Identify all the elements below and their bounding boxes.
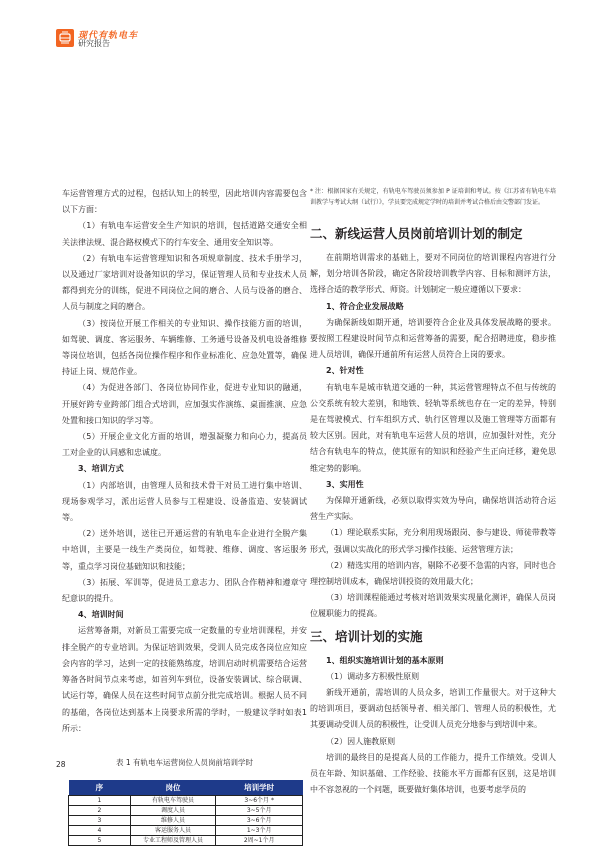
table-header-row	[69, 780, 303, 796]
table-cell: 客运服务人员	[130, 826, 216, 836]
table-cell: 有轨电车驾驶员	[130, 796, 216, 806]
table-cell: 5	[69, 836, 131, 846]
table-cell: 3~5个月	[216, 806, 303, 816]
paragraph: （1）理论联系实际，充分利用现场跟岗、参与建设、师徒带教等形式，强调以实战化的形式学习操作技能、运营管理方法；	[310, 528, 556, 554]
table-cell: 4	[69, 826, 131, 836]
paragraph: （1）内部培训，由管理人员和技术骨干对员工进行集中培训、现场参观学习，派出运营人员参与工程建设、设备监造、安装调试等。	[62, 480, 307, 523]
paragraph: 新线开通前，需培训的人员众多，培训工作量很大。对于这种大的培训项目，要调动包括领导者、相关部门、管理人员的积极性，尤其要调动受训人员的积极性，让受训人员充分地参与到培训中来。	[310, 688, 556, 730]
paragraph: （4）为促进各部门、各岗位协同作业，促进专业知识的融通，开展好跨专业跨部门组合式培训，应加强实作演练、桌面推演、应急处置和接口知识的学习等。	[62, 383, 307, 425]
page-number: 28	[56, 760, 66, 769]
tram-logo-icon	[56, 29, 74, 47]
section-name: 研究报告	[78, 39, 110, 48]
table-row	[69, 836, 303, 846]
right-column	[310, 186, 556, 799]
paragraph: （2）有轨电车运营管理知识和各项规章制度、技术手册学习，以及通过厂家培训对设备知识的学习，保证管理人员和专业技术人员都得到充分的训练，促进不同岗位之间的磨合、人员与设备的磨合、人员与制度之间的磨合。	[62, 253, 307, 312]
table-cell: 1~3个月	[216, 826, 303, 836]
paragraph: 运营筹备期，对新员工需要完成一定数量的专业培训课程，并安排全脱产的专业培训。为保证培训效果，受训人员完成各岗位应知应会内容的学习，达到一定的技能熟练度，培训启动时机需要结合运营筹备各时间节点来考虑，如首列车到位，设备安装调试、综合联调、试运行等，确保人员在这些时间节点前分批完成培训。根据人员不同的基础，各岗位达到基本上岗要求所需的学时，一般建议学时如表1所示：	[62, 626, 307, 733]
left-column	[62, 186, 307, 846]
column-header: 序	[69, 780, 131, 796]
subheading: 4、培训时间	[78, 610, 124, 620]
paragraph: （2）因人施教原则	[326, 736, 396, 746]
paragraph: （3）拓展、军训等，促进员工意志力、团队合作精神和遵章守纪意识的提升。	[62, 577, 307, 604]
subheading: 3、培训方式	[78, 464, 124, 474]
paragraph: （3）培训课程能通过考核对培训效果实现量化测评，确保人员岗位履职能力的提高。	[310, 593, 556, 619]
paragraph: 有轨电车是城市轨道交通的一种，其运营管理特点不但与传统的公交系统有较大差别，和地铁、轻轨等系统也存在一定的差异，特别是在驾驶模式、行车组织方式、轨行区管理以及施工管理等方面都有较大区别。因此，对有轨电车运营人员的培训，应加强针对性，充分结合有轨电车的特点，使其原有的知识和经验产生正向迁移，避免思维定势的影响。	[310, 382, 556, 473]
table-caption: 表 1 有轨电车运营岗位人员岗前培训学时	[115, 757, 254, 767]
table-cell: 调度人员	[130, 806, 216, 816]
table-cell: 2	[69, 806, 131, 816]
publication-name: 现代有轨电车	[78, 31, 139, 41]
section-heading: 三、培训计划的实施	[310, 628, 423, 644]
paragraph: 在前期培训需求的基础上，要对不同岗位的培训课程内容进行分解，划分培训各阶段，确定各阶段培训教学内容、目标和测评方法，选择合适的教学形式、师资。计划制定一般应遵循以下要求：	[310, 253, 556, 295]
column-header: 培训学时	[216, 780, 303, 796]
paragraph: （1）有轨电车运营安全生产知识的培训，包括道路交通安全相关法律法规、混合路权模式下的行车安全、通用安全知识等。	[62, 221, 307, 247]
table-cell: 专业工程师及管理人员	[130, 836, 216, 846]
paragraph: 为确保新线如期开通，培训要符合企业及具体发展战略的要求。要按照工程建设时间节点和运营筹备的需要，配合招聘进度，稳步推进人员培训，确保开通前所有运营人员符合上岗的要求。	[310, 317, 556, 360]
paragraph: 为保障开通新线，必须以取得实效为导向，确保培训活动符合运营生产实际。	[310, 496, 556, 522]
paragraph: （3）按岗位开展工作相关的专业知识、操作技能方面的培训，如驾驶、调度、客运服务、车辆维修、工务通号设备及机电设备维修等岗位培训，包括各岗位操作程序和作业标准化、应急处置等，确保持证上岗、规范作业。	[62, 318, 307, 377]
paragraph: （5）开展企业文化方面的培训，增强凝聚力和向心力，提高员工对企业的认同感和忠诚度。	[62, 432, 307, 458]
subheading: 1、符合企业发展战略	[326, 301, 404, 311]
training-hours-table	[68, 780, 303, 846]
table-row	[69, 816, 303, 826]
subheading: 3、实用性	[326, 479, 364, 489]
table-row	[69, 806, 303, 816]
table-cell: 维修人员	[130, 816, 216, 826]
subheading: 1、组织实施培训计划的基本原则	[326, 655, 444, 665]
column-header: 岗位	[130, 780, 216, 796]
table-row	[69, 796, 303, 806]
table-cell: 3~6个月	[216, 816, 303, 826]
paragraph: 培训的最终目的是提高人员的工作能力，提升工作绩效。受训人员在年龄、知识基础、工作经验、技能水平方面都有区别，这是培训中不容忽视的一个问题，既要做好集体培训，也要考虑学员的	[310, 752, 556, 795]
table-cell: 1	[69, 796, 131, 806]
footnote: * 注：根据国家有关规定，有轨电车驾驶员须参加 P 证培训和考试。按《江苏省有轨电车培训教学与考试大纲（试行）》，学员要完成规定学时的培训并考试合格后由交警部门发证。	[310, 188, 556, 206]
table-cell: 3	[69, 816, 131, 826]
paragraph: （2）精选实用的培训内容，剔除不必要不急需的内容，同时也合理控制培训成本，确保培训投资的效用最大化；	[310, 560, 556, 587]
table-cell: 2周~1个月	[216, 836, 303, 846]
section-heading: 二、新线运营人员岗前培训计划的制定	[310, 226, 523, 241]
table-row	[69, 826, 303, 836]
subheading: 2、针对性	[326, 366, 364, 376]
paragraph: （2）送外培训，送往已开通运营的有轨电车企业进行全脱产集中培训，主要是一线生产类岗位，如驾驶、维修、调度、客运服务等，重点学习岗位基础知识和技能；	[62, 529, 307, 571]
paragraph: 车运营管理方式的过程，包括认知上的转型，因此培训内容需要包含以下方面：	[62, 189, 307, 215]
table-cell: 3~6个月 *	[216, 796, 303, 806]
paragraph: （1）调动多方积极性原则	[326, 671, 420, 681]
